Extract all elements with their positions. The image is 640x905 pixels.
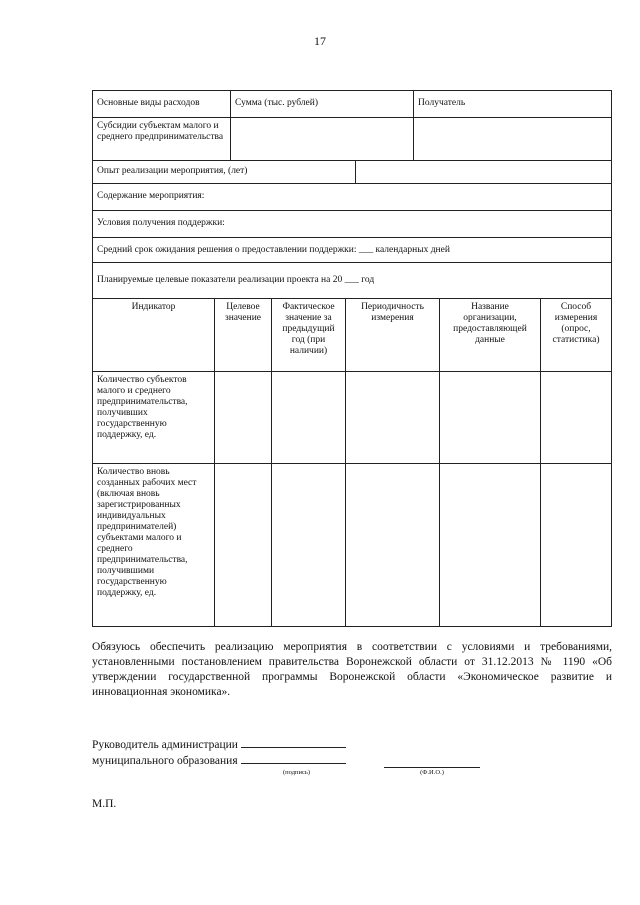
- table-cell[interactable]: [345, 372, 439, 463]
- table-cell[interactable]: [214, 464, 271, 626]
- col-indicator-header: Индикатор: [131, 302, 176, 312]
- stamp-place: М.П.: [92, 798, 117, 810]
- table-row: [93, 372, 611, 464]
- table-cell[interactable]: [271, 372, 345, 463]
- experience-label: Опыт реализации мероприятия, (лет): [97, 166, 248, 176]
- signature-field-2[interactable]: [241, 753, 346, 764]
- experience-row: [93, 161, 611, 184]
- table-cell[interactable]: [439, 464, 540, 626]
- amount-label: Сумма (тыс. рублей): [230, 91, 413, 117]
- name-field[interactable]: [384, 766, 480, 768]
- indicator-new-jobs: Количество вновь созданных рабочих мест (включая вновь зарегистрированных индивидуальных предпринимателей) субъектами малого и среднего предпринимательства, получившими государственную поддержку, ед.: [97, 467, 197, 598]
- name-hint: (Ф.И.О.): [420, 769, 444, 776]
- head-of-administration-label: Руководитель администрации: [92, 739, 238, 751]
- expense-types-label: Основные виды расходов: [97, 98, 200, 108]
- application-table: [92, 90, 612, 627]
- table-cell[interactable]: [540, 464, 611, 626]
- conditions-label: Условия получения поддержки:: [97, 218, 225, 228]
- municipality-label: муниципального образования: [92, 755, 238, 767]
- signature-field[interactable]: [241, 737, 346, 748]
- recipient-label: Получатель: [413, 91, 611, 117]
- col-target-header: Целевое значение: [214, 299, 271, 371]
- table-cell[interactable]: [540, 372, 611, 463]
- table-cell[interactable]: [271, 464, 345, 626]
- page-number: 17: [314, 34, 326, 48]
- subsidy-amount-cell[interactable]: [230, 118, 413, 160]
- table-cell[interactable]: [214, 372, 271, 463]
- content-row: [93, 184, 611, 211]
- waiting-time-label: Средний срок ожидания решения о предоставлении поддержки: ___ календарных дней: [97, 245, 450, 255]
- indicators-header-row: [93, 299, 611, 372]
- table-cell[interactable]: [345, 464, 439, 626]
- col-organization-header: Название организации, предоставляющей данные: [439, 299, 540, 371]
- table-cell[interactable]: [439, 372, 540, 463]
- indicator-sme-support: Количество субъектов малого и среднего предпринимательства, получивших государственную поддержку, ед.: [97, 375, 188, 440]
- signature-line-2: [92, 753, 346, 767]
- table-row: [93, 464, 611, 626]
- content-label: Содержание мероприятия:: [97, 191, 205, 201]
- planned-indicators-label: Планируемые целевые показатели реализации проекта на 20 ___ год: [97, 275, 375, 285]
- planned-indicators-row: [93, 263, 611, 299]
- commitment-paragraph: Обязуюсь обеспечить реализацию мероприятия в соответствии с условиями и требованиями, установленными постановлением правительства Воронежской области от 31.12.2013 № 1190 «Об утверждении государственной программы Воронежской области «Экономическое развитие и инновационная экономика».: [92, 641, 612, 698]
- conditions-row: [93, 211, 611, 238]
- col-periodicity-header: Периодичность измерения: [345, 299, 439, 371]
- col-method-header: Способ измерения (опрос, статистика): [540, 299, 611, 371]
- signature-hint: (подпись): [283, 769, 310, 776]
- subsidy-row: [93, 118, 611, 161]
- signature-line-1: [92, 737, 346, 751]
- waiting-time-row: [93, 238, 611, 263]
- col-actual-header: Фактическое значение за предыдущий год (при наличии): [271, 299, 345, 371]
- expense-header-row: [93, 91, 611, 118]
- subsidy-label: Субсидии субъектам малого и среднего предпринимательства: [97, 121, 224, 142]
- subsidy-recipient-cell[interactable]: [413, 118, 611, 160]
- experience-value-cell[interactable]: [355, 161, 611, 183]
